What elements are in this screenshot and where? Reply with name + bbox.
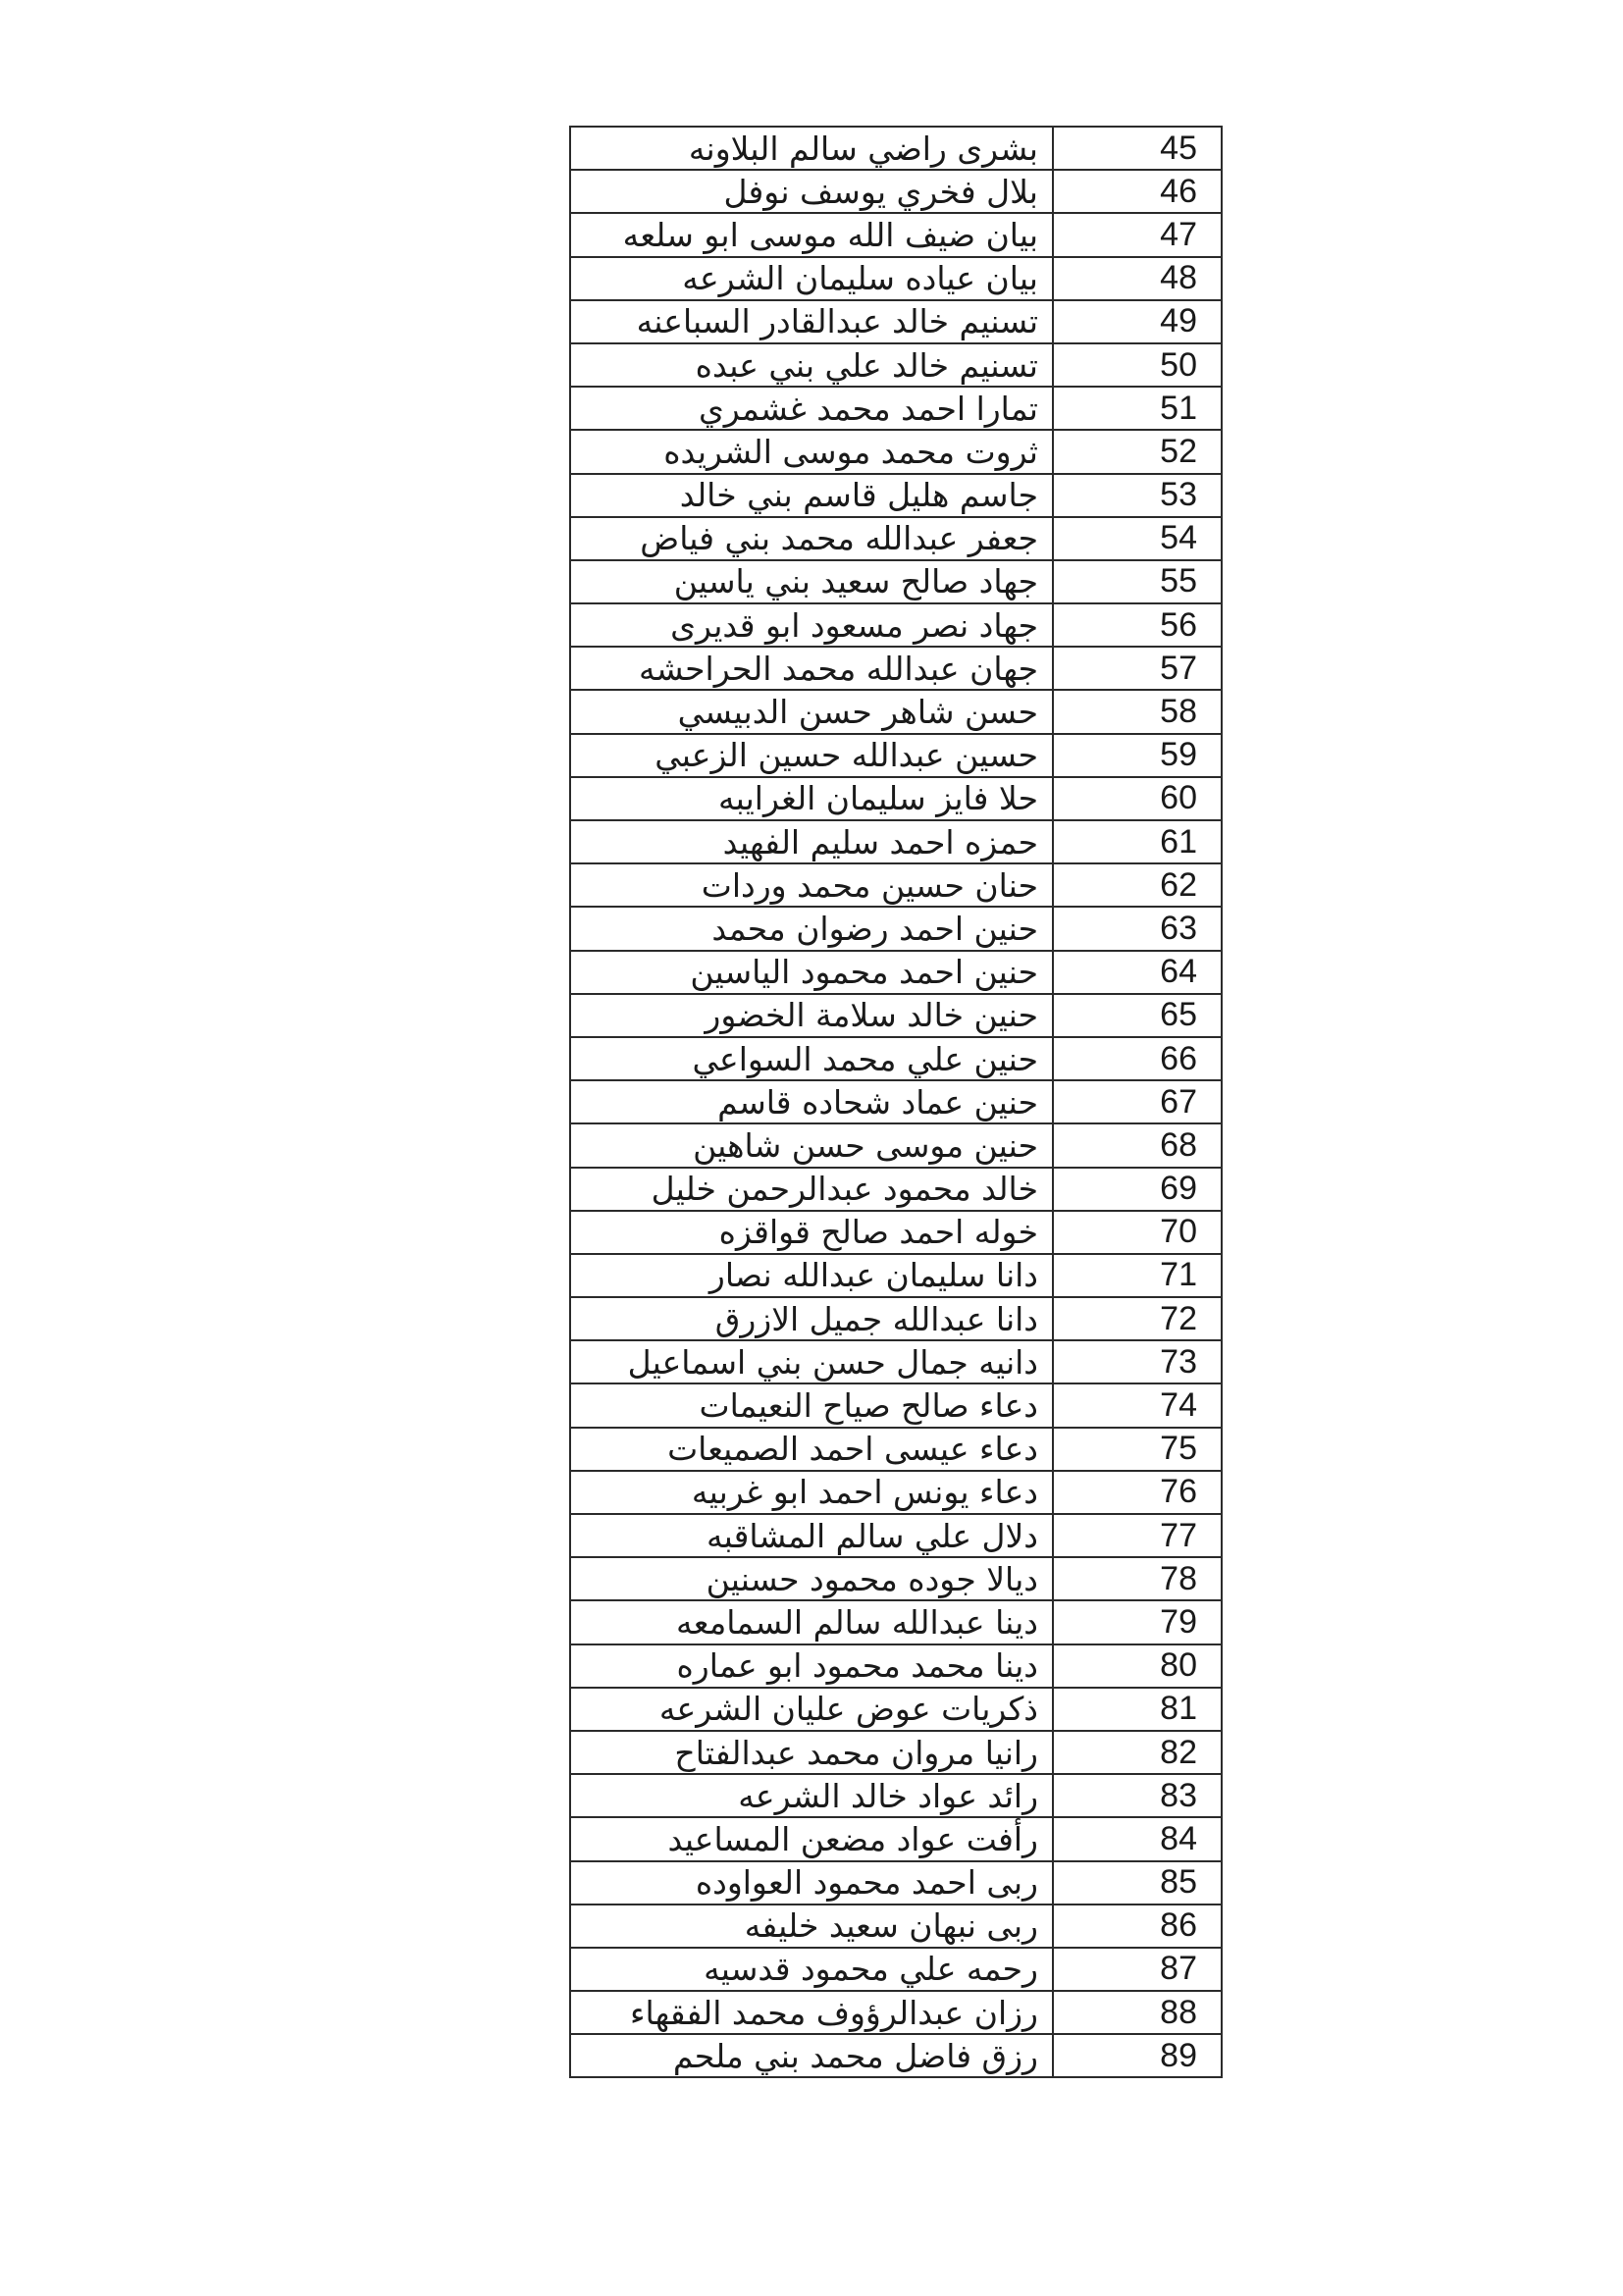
student-name-cell: حنين احمد محمود الياسين xyxy=(570,951,1053,994)
row-number-cell: 89 xyxy=(1053,2034,1222,2077)
table-row xyxy=(570,1037,1222,1080)
table-row xyxy=(570,1123,1222,1167)
table-row xyxy=(570,127,1222,170)
table-row xyxy=(570,430,1222,473)
row-number-cell: 71 xyxy=(1053,1254,1222,1297)
table-row xyxy=(570,1340,1222,1383)
row-number-cell: 83 xyxy=(1053,1774,1222,1817)
table-row xyxy=(570,1731,1222,1774)
row-number-cell: 58 xyxy=(1053,690,1222,733)
student-name-cell: تمارا احمد محمد غشمري xyxy=(570,387,1053,430)
row-number-cell: 78 xyxy=(1053,1557,1222,1600)
student-name-cell: بلال فخري يوسف نوفل xyxy=(570,170,1053,213)
table-row xyxy=(570,1471,1222,1514)
table-row xyxy=(570,1297,1222,1340)
student-name-cell: دانيه جمال حسن بني اسماعيل xyxy=(570,1340,1053,1383)
row-number-cell: 73 xyxy=(1053,1340,1222,1383)
table-row xyxy=(570,820,1222,863)
student-name-cell: حسين عبدالله حسين الزعبي xyxy=(570,734,1053,777)
student-name-cell: ثروت محمد موسى الشريده xyxy=(570,430,1053,473)
student-name-cell: جهان عبدالله محمد الحراحشه xyxy=(570,647,1053,690)
table-row xyxy=(570,257,1222,300)
row-number-cell: 47 xyxy=(1053,213,1222,256)
row-number-cell: 62 xyxy=(1053,863,1222,907)
table-row xyxy=(570,734,1222,777)
table-row xyxy=(570,1991,1222,2034)
row-number-cell: 79 xyxy=(1053,1600,1222,1644)
student-name-cell: رحمه علي محمود قدسيه xyxy=(570,1948,1053,1991)
student-name-cell: حنين خالد سلامة الخضور xyxy=(570,994,1053,1037)
table-row xyxy=(570,1383,1222,1427)
row-number-cell: 46 xyxy=(1053,170,1222,213)
student-name-cell: رانيا مروان محمد عبدالفتاح xyxy=(570,1731,1053,1774)
row-number-cell: 53 xyxy=(1053,474,1222,517)
table-row xyxy=(570,2034,1222,2077)
row-number-cell: 59 xyxy=(1053,734,1222,777)
row-number-cell: 49 xyxy=(1053,300,1222,343)
table-row xyxy=(570,1774,1222,1817)
student-name-cell: تسنيم خالد علي بني عبده xyxy=(570,343,1053,387)
row-number-cell: 72 xyxy=(1053,1297,1222,1340)
row-number-cell: 48 xyxy=(1053,257,1222,300)
row-number-cell: 63 xyxy=(1053,907,1222,950)
row-number-cell: 77 xyxy=(1053,1514,1222,1557)
student-name-cell: حنين موسى حسن شاهين xyxy=(570,1123,1053,1167)
names-table-body xyxy=(570,127,1222,2077)
table-row xyxy=(570,1861,1222,1905)
row-number-cell: 61 xyxy=(1053,820,1222,863)
student-name-cell: جعفر عبدالله محمد بني فياض xyxy=(570,517,1053,560)
table-row xyxy=(570,213,1222,256)
row-number-cell: 64 xyxy=(1053,951,1222,994)
table-row xyxy=(570,1948,1222,1991)
student-name-cell: خالد محمود عبدالرحمن خليل xyxy=(570,1168,1053,1211)
row-number-cell: 87 xyxy=(1053,1948,1222,1991)
student-name-cell: ذكريات عوض عليان الشرعه xyxy=(570,1688,1053,1731)
student-name-cell: رائد عواد خالد الشرعه xyxy=(570,1774,1053,1817)
student-name-cell: حنين احمد رضوان محمد xyxy=(570,907,1053,950)
student-name-cell: حلا فايز سليمان الغرايبه xyxy=(570,777,1053,820)
table-row xyxy=(570,1428,1222,1471)
row-number-cell: 88 xyxy=(1053,1991,1222,2034)
row-number-cell: 65 xyxy=(1053,994,1222,1037)
row-number-cell: 69 xyxy=(1053,1168,1222,1211)
student-name-cell: حنان حسين محمد وردات xyxy=(570,863,1053,907)
row-number-cell: 74 xyxy=(1053,1383,1222,1427)
row-number-cell: 85 xyxy=(1053,1861,1222,1905)
student-name-cell: جهاد صالح سعيد بني ياسين xyxy=(570,560,1053,603)
table-row xyxy=(570,560,1222,603)
student-name-cell: جاسم هليل قاسم بني خالد xyxy=(570,474,1053,517)
student-name-cell: بشرى راضي سالم البلاونه xyxy=(570,127,1053,170)
student-name-cell: خوله احمد صالح قواقزه xyxy=(570,1211,1053,1254)
row-number-cell: 60 xyxy=(1053,777,1222,820)
student-name-cell: تسنيم خالد عبدالقادر السباعنه xyxy=(570,300,1053,343)
table-row xyxy=(570,951,1222,994)
table-row xyxy=(570,1168,1222,1211)
table-row xyxy=(570,1600,1222,1644)
student-name-cell: دانا سليمان عبدالله نصار xyxy=(570,1254,1053,1297)
table-row xyxy=(570,1688,1222,1731)
student-name-cell: دعاء يونس احمد ابو غربيه xyxy=(570,1471,1053,1514)
table-row xyxy=(570,517,1222,560)
table-row xyxy=(570,647,1222,690)
student-name-cell: دينا محمد محمود ابو عماره xyxy=(570,1644,1053,1688)
student-name-cell: حنين علي محمد السواعي xyxy=(570,1037,1053,1080)
table-row xyxy=(570,1905,1222,1948)
student-name-cell: ربى احمد محمود العواوده xyxy=(570,1861,1053,1905)
row-number-cell: 76 xyxy=(1053,1471,1222,1514)
row-number-cell: 52 xyxy=(1053,430,1222,473)
row-number-cell: 66 xyxy=(1053,1037,1222,1080)
row-number-cell: 45 xyxy=(1053,127,1222,170)
table-row xyxy=(570,603,1222,647)
row-number-cell: 84 xyxy=(1053,1817,1222,1860)
names-table xyxy=(569,126,1223,2078)
student-name-cell: ربى نبهان سعيد خليفه xyxy=(570,1905,1053,1948)
table-row xyxy=(570,907,1222,950)
row-number-cell: 75 xyxy=(1053,1428,1222,1471)
table-row xyxy=(570,1514,1222,1557)
row-number-cell: 50 xyxy=(1053,343,1222,387)
student-name-cell: دلال علي سالم المشاقبه xyxy=(570,1514,1053,1557)
student-name-cell: بيان عياده سليمان الشرعه xyxy=(570,257,1053,300)
row-number-cell: 80 xyxy=(1053,1644,1222,1688)
row-number-cell: 70 xyxy=(1053,1211,1222,1254)
table-row xyxy=(570,1211,1222,1254)
row-number-cell: 81 xyxy=(1053,1688,1222,1731)
student-name-cell: حسن شاهر حسن الدبيسي xyxy=(570,690,1053,733)
table-row xyxy=(570,1557,1222,1600)
table-row xyxy=(570,343,1222,387)
table-row xyxy=(570,387,1222,430)
student-name-cell: رزان عبدالرؤوف محمد الفقهاء xyxy=(570,1991,1053,2034)
table-row xyxy=(570,1817,1222,1860)
row-number-cell: 82 xyxy=(1053,1731,1222,1774)
row-number-cell: 56 xyxy=(1053,603,1222,647)
student-name-cell: دانا عبدالله جميل الازرق xyxy=(570,1297,1053,1340)
table-row xyxy=(570,170,1222,213)
table-row xyxy=(570,863,1222,907)
row-number-cell: 86 xyxy=(1053,1905,1222,1948)
table-row xyxy=(570,690,1222,733)
table-row xyxy=(570,1080,1222,1123)
table-row xyxy=(570,777,1222,820)
table-row xyxy=(570,300,1222,343)
row-number-cell: 67 xyxy=(1053,1080,1222,1123)
row-number-cell: 51 xyxy=(1053,387,1222,430)
table-row xyxy=(570,994,1222,1037)
student-name-cell: دعاء عيسى احمد الصميعات xyxy=(570,1428,1053,1471)
student-name-cell: بيان ضيف الله موسى ابو سلعه xyxy=(570,213,1053,256)
student-name-cell: رأفت عواد مضعن المساعيد xyxy=(570,1817,1053,1860)
student-name-cell: دعاء صالح صياح النعيمات xyxy=(570,1383,1053,1427)
table-row xyxy=(570,1644,1222,1688)
student-name-cell: ديالا جوده محمود حسنين xyxy=(570,1557,1053,1600)
row-number-cell: 68 xyxy=(1053,1123,1222,1167)
row-number-cell: 54 xyxy=(1053,517,1222,560)
student-name-cell: رزق فاضل محمد بني ملحم xyxy=(570,2034,1053,2077)
row-number-cell: 55 xyxy=(1053,560,1222,603)
row-number-cell: 57 xyxy=(1053,647,1222,690)
student-name-cell: حمزه احمد سليم الفهيد xyxy=(570,820,1053,863)
table-row xyxy=(570,474,1222,517)
table-row xyxy=(570,1254,1222,1297)
student-name-cell: حنين عماد شحاده قاسم xyxy=(570,1080,1053,1123)
student-name-cell: دينا عبدالله سالم السمامعه xyxy=(570,1600,1053,1644)
student-name-cell: جهاد نصر مسعود ابو قديرى xyxy=(570,603,1053,647)
